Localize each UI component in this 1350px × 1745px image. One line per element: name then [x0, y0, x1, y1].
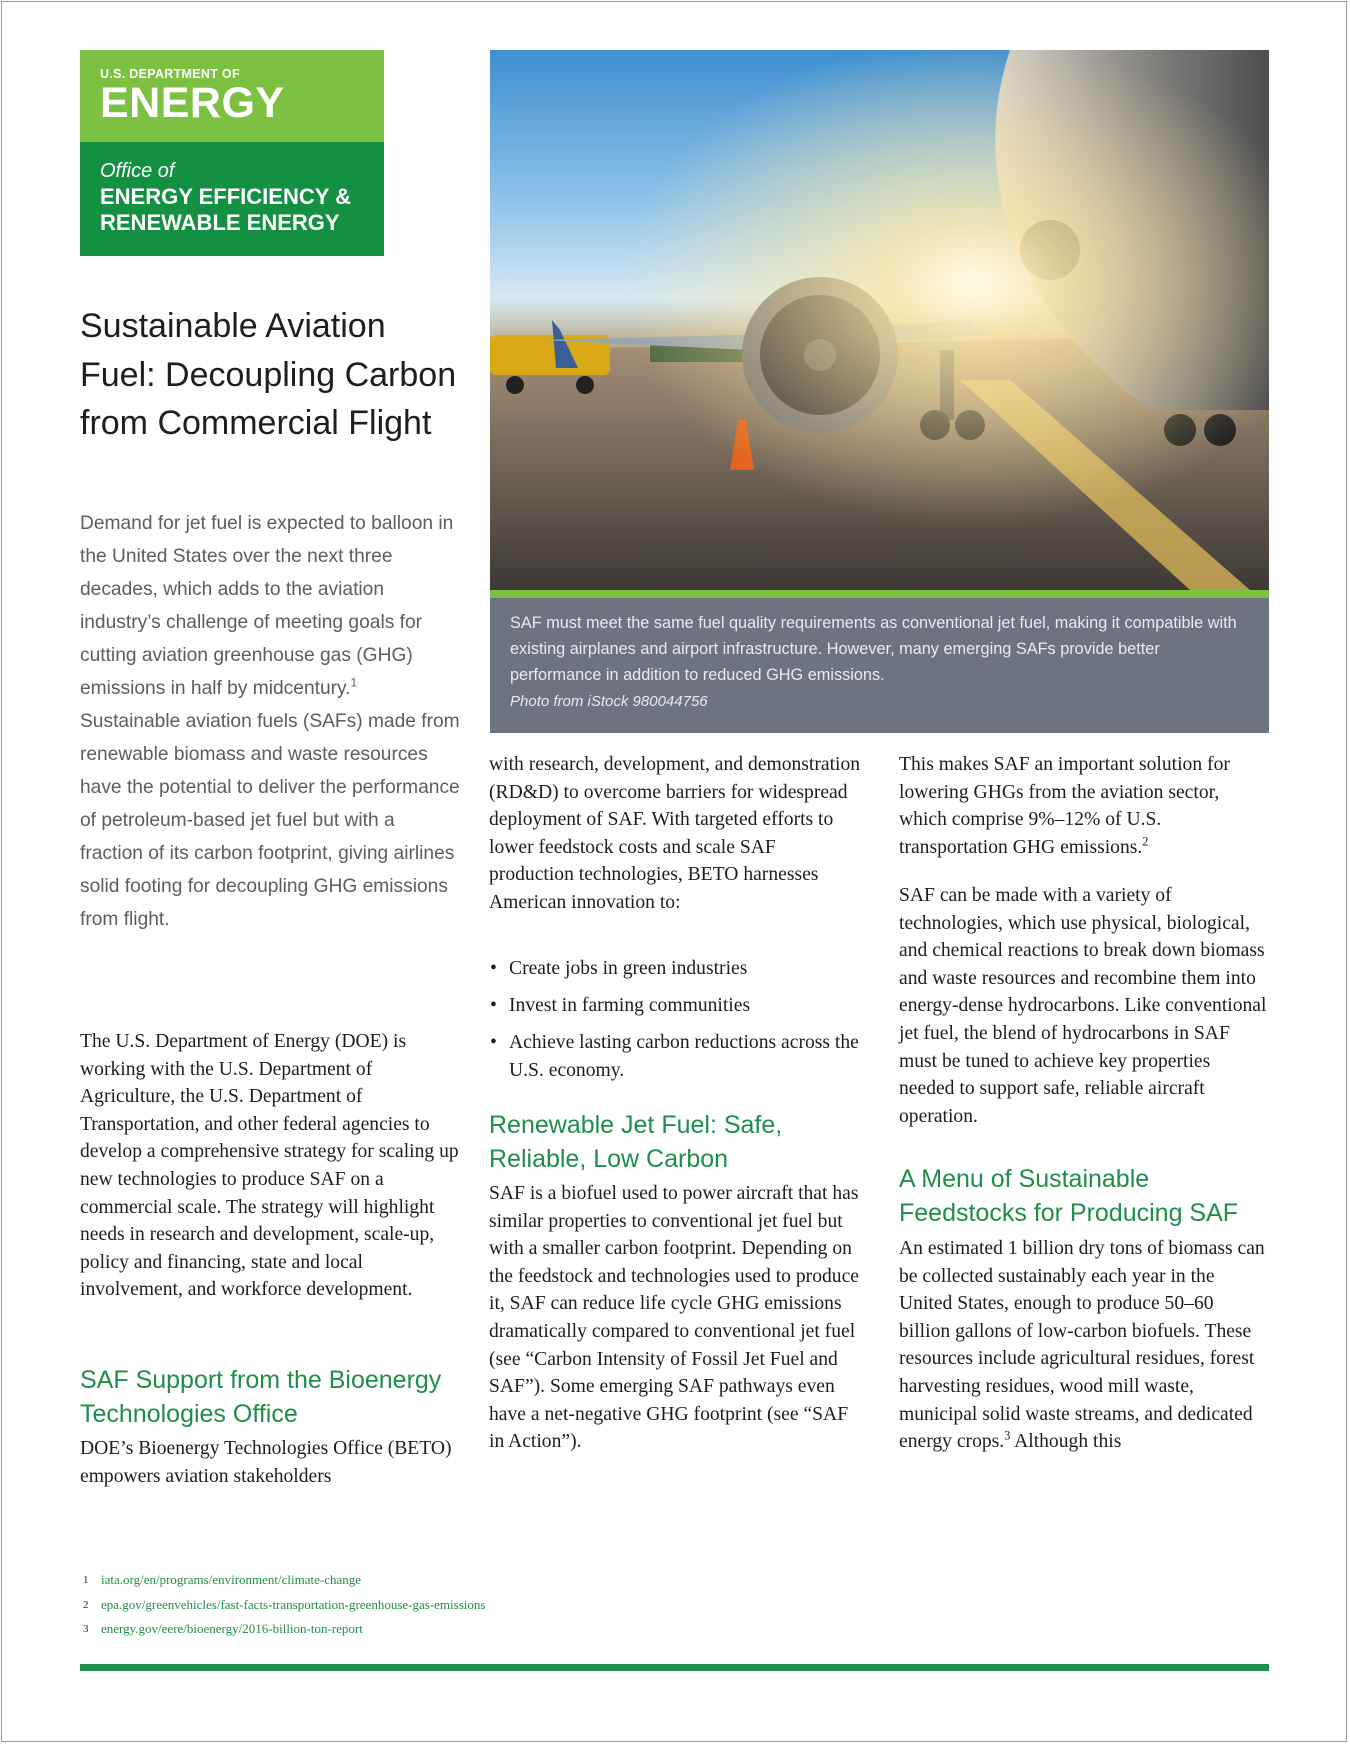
- intro-footnote-ref: 1: [350, 675, 358, 690]
- feedstocks-text-tail: Although this: [1010, 1431, 1122, 1453]
- footnote-3: [80, 1617, 780, 1642]
- footnote-number: 1: [83, 1574, 89, 1586]
- beto-paragraph: DOE’s Bioenergy Technologies Office (BETO) empowers aviation stakeholders: [80, 1438, 452, 1487]
- saf-important-paragraph: [899, 751, 1269, 861]
- logo-office-block: [80, 142, 384, 256]
- list-item: • Create jobs in green industries: [489, 955, 864, 983]
- logo-department-text: U.S. DEPARTMENT OF: [100, 67, 240, 81]
- bottom-rule: [80, 1664, 1269, 1671]
- footnote-ref-3: 3: [1004, 1428, 1011, 1443]
- logo-energy-text: ENERGY: [100, 79, 285, 127]
- footnotes: [80, 1568, 780, 1642]
- beto-goals-list: [489, 955, 864, 1094]
- heading-renewable-jet-fuel: Renewable Jet Fuel: Safe, Reliable, Low Carbon: [489, 1111, 783, 1173]
- footnote-number: 3: [83, 1623, 89, 1635]
- photo-caption: [490, 598, 1269, 733]
- airplane-photo: [490, 50, 1269, 590]
- logo-energy-block: [80, 50, 384, 142]
- saf-technologies-paragraph: SAF can be made with a variety of technologies, which use physical, biological, and chemical reactions to break down biomass and waste resources and recombine them into energy-dense hydrocarbons. Like conventional jet fuel, the blend of hydrocarbons in SAF must be tuned to achieve key properties needed to support safe, reliable aircraft operation.: [899, 885, 1267, 1127]
- airplane-photo-illustration: [490, 50, 1269, 590]
- footnote-link[interactable]: epa.gov/greenvehicles/fast-facts-transportation-greenhouse-gas-emissions: [101, 1596, 486, 1612]
- beto-continued-paragraph: with research, development, and demonstration (RD&D) to overcome barriers for widespread deployment of SAF. With targeted efforts to lower feedstock costs and scale SAF production technologies, BETO harnesses American innovation to:: [489, 754, 861, 913]
- footnote-link[interactable]: energy.gov/eere/bioenergy/2016-billion-ton-report: [101, 1621, 363, 1636]
- footnote-ref-2: 2: [1142, 834, 1149, 849]
- heading-saf-support: SAF Support from the Bioenergy Technologies Office: [80, 1366, 442, 1428]
- footnote-2: [80, 1593, 780, 1618]
- feedstocks-paragraph: [899, 1235, 1269, 1456]
- list-item: • Invest in farming communities: [489, 992, 864, 1020]
- footnote-link[interactable]: iata.org/en/programs/environment/climate-change: [101, 1572, 362, 1587]
- logo-eere-line2: RENEWABLE ENERGY: [100, 210, 340, 235]
- footnote-1: [80, 1568, 780, 1593]
- doe-strategy-paragraph: The U.S. Department of Energy (DOE) is working with the U.S. Department of Agriculture, the U.S. Department of Transportation, and other federal agencies to develop a comprehensive strategy for scaling up new technologies to produce SAF on a commercial scale. The strategy will highlight needs in research and development, scale-up, policy and financing, state and local involvement, and workforce development.: [80, 1031, 459, 1301]
- photo-credit: Photo from iStock 980044756: [510, 693, 708, 710]
- footnote-number: 2: [83, 1598, 89, 1611]
- feedstocks-text: An estimated 1 billion dry tons of biomass can be collected sustainably each year in the United States, enough to produce 50–60 billion gallons of low-carbon biofuels. These resources include agricultural residues, forest harvesting residues, wood mill waste, municipal solid waste streams, and dedicated energy crops.: [899, 1238, 1265, 1453]
- saf-biofuel-paragraph: SAF is a biofuel used to power aircraft that has similar properties to conventional jet fuel but with a smaller carbon footprint. Depending on the feedstock and technologies used to produce it, SAF can reduce life cycle GHG emissions dramatically compared to conventional jet fuel (see “Carbon Intensity of Fossil Jet Fuel and SAF”). Some emerging SAF pathways even have a net-negative GHG footprint (see “SAF in Action”).: [489, 1183, 859, 1453]
- logo-eere-line1: ENERGY EFFICIENCY &: [100, 184, 352, 209]
- doe-eere-logo: [80, 50, 384, 256]
- saf-important-text: This makes SAF an important solution for lowering GHGs from the aviation sector, which comprise 9%–12% of U.S. transportation GHG emissions.: [899, 754, 1230, 858]
- intro-text-cont: Sustainable aviation fuels (SAFs) made from renewable biomass and waste resources have the potential to deliver the performance of petroleum-based jet fuel but with a fraction of its carbon footprint, giving airlines solid footing for decoupling GHG emissions from flight.: [80, 711, 460, 930]
- photo-caption-text: SAF must meet the same fuel quality requirements as conventional jet fuel, making it compatible with existing airplanes and airport infrastructure. However, many emerging SAFs provide better performance in addition to reduced GHG emissions.: [510, 614, 1237, 684]
- logo-office-of-text: Office of: [100, 160, 175, 182]
- intro-text: Demand for jet fuel is expected to balloon in the United States over the next three decades, which adds to the aviation industry’s challenge of meeting goals for cutting aviation greenhouse gas (GHG) emissions in half by midcentury.: [80, 513, 454, 699]
- document-title: Sustainable Aviation Fuel: Decoupling Carbon from Commercial Flight: [80, 307, 457, 442]
- photo-accent-stripe: [490, 590, 1269, 598]
- heading-feedstocks: A Menu of Sustainable Feedstocks for Producing SAF: [899, 1165, 1239, 1227]
- intro-paragraph: [80, 507, 460, 936]
- list-item: • Achieve lasting carbon reductions across the U.S. economy.: [489, 1029, 864, 1084]
